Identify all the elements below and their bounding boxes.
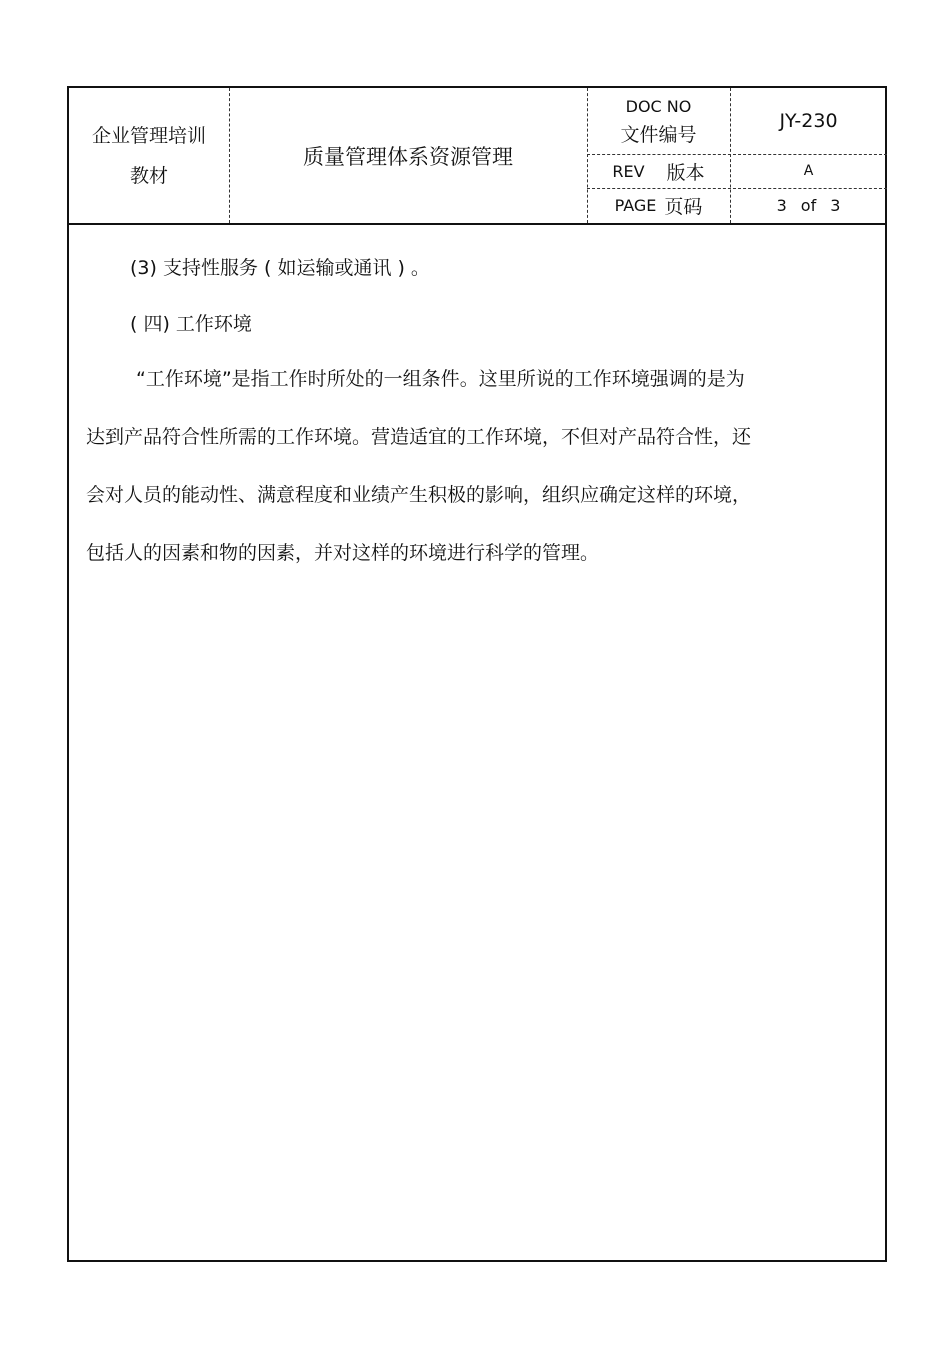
doc-no-label xyxy=(587,88,730,154)
company-line-2: 教材 xyxy=(129,164,168,187)
doc-no-label-en: DOC NO xyxy=(625,97,692,116)
company-cell xyxy=(69,88,229,223)
doc-no-label-cn: 文件编号 xyxy=(620,124,697,146)
page-total: 3 xyxy=(830,196,841,215)
page-current: 3 xyxy=(776,196,787,215)
rev-label-cn: 版本 xyxy=(666,161,705,184)
section-4-heading: ( 四) 工作环境 xyxy=(130,313,252,335)
document-header xyxy=(69,88,885,225)
rev-value: A xyxy=(803,163,814,179)
company-line-1: 企业管理培训 xyxy=(91,124,206,147)
paragraph-line: 包括人的因素和物的因素，并对这样的环境进行科学的管理。 xyxy=(86,542,600,564)
document-frame xyxy=(67,86,887,1262)
item-3-text: (3) 支持性服务 ( 如运输或通讯 ) 。 xyxy=(130,257,430,279)
page-of: of xyxy=(800,196,817,215)
page-label-cn: 页码 xyxy=(664,196,703,218)
page-number xyxy=(730,188,887,223)
document-title: 质量管理体系资源管理 xyxy=(303,144,513,169)
paragraph-line: 会对人员的能动性、满意程度和业绩产生积极的影响，组织应确定这样的环境， xyxy=(86,484,752,506)
doc-no-value: JY-230 xyxy=(779,110,838,132)
paragraph-line: “工作环境”是指工作时所处的一组条件。这里所说的工作环境强调的是为 xyxy=(136,368,745,390)
page-label xyxy=(587,188,730,223)
rev-label-en: REV xyxy=(612,161,645,181)
work-environment-paragraph xyxy=(86,367,846,599)
page-label-en: PAGE xyxy=(614,196,657,215)
rev-label xyxy=(587,154,730,188)
paragraph-line: 达到产品符合性所需的工作环境。营造适宜的工作环境，不但对产品符合性，还 xyxy=(86,426,752,448)
